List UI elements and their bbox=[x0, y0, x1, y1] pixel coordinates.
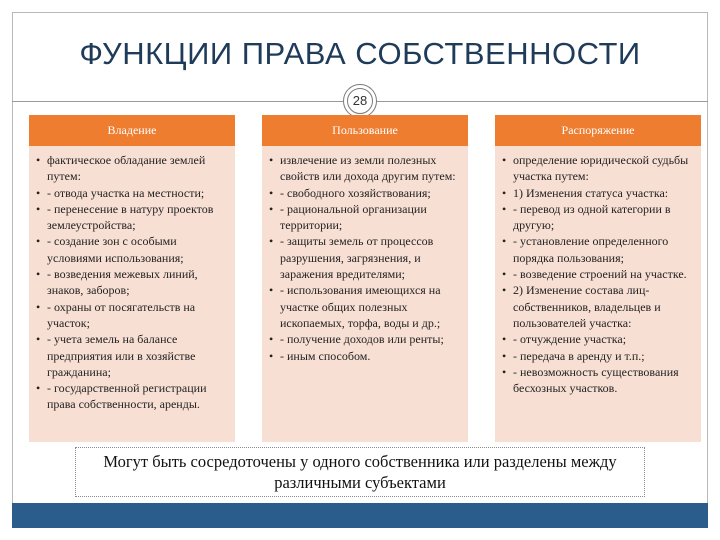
column-header: Пользование bbox=[262, 115, 468, 146]
list-item: • извлечение из земли полезных свойств или дохода другим путем: bbox=[267, 152, 464, 185]
list-item: • - учета земель на балансе предприятия или в хозяйстве гражданина; bbox=[34, 331, 231, 380]
column-list bbox=[267, 152, 464, 364]
divider-right bbox=[377, 101, 708, 102]
list-item: • - использования имеющихся на участке общих полезных ископаемых, торфа, воды и др.; bbox=[267, 282, 464, 331]
list-item: • - получение доходов или ренты; bbox=[267, 331, 464, 347]
column-disposal bbox=[495, 115, 701, 442]
column-body bbox=[495, 146, 701, 442]
slide-number: 28 bbox=[347, 88, 373, 114]
column-ownership bbox=[29, 115, 235, 442]
list-item: • - охраны от посягательств на участок; bbox=[34, 299, 231, 332]
list-item: • фактическое обладание землей путем: bbox=[34, 152, 231, 185]
footer-bar bbox=[12, 503, 708, 528]
list-item: • - отвода участка на местности; bbox=[34, 185, 231, 201]
column-header: Распоряжение bbox=[495, 115, 701, 146]
list-item: • - создание зон с особыми условиями использования; bbox=[34, 233, 231, 266]
list-item: • - государственной регистрации права собственности, аренды. bbox=[34, 380, 231, 413]
column-use bbox=[262, 115, 468, 442]
list-item: • - возведения межевых линий, знаков, заборов; bbox=[34, 266, 231, 299]
divider-left bbox=[12, 101, 343, 102]
list-item: • - передача в аренду и т.п.; bbox=[500, 348, 697, 364]
list-item: • - перенесение в натуру проектов землеустройства; bbox=[34, 201, 231, 234]
list-item: • - невозможность существования бесхозных участков. bbox=[500, 364, 697, 397]
list-item: • - перевод из одной категории в другую; bbox=[500, 201, 697, 234]
list-item: • - рациональной организации территории; bbox=[267, 201, 464, 234]
list-item: • 2) Изменение состава лиц-собственников, владельцев и пользователей участка: bbox=[500, 282, 697, 331]
list-item: • - свободного хозяйствования; bbox=[267, 185, 464, 201]
column-list bbox=[34, 152, 231, 413]
list-item: • - установление определенного порядка пользования; bbox=[500, 233, 697, 266]
column-body bbox=[262, 146, 468, 442]
summary-note: Могут быть сосредоточены у одного собственника или разделены между различными субъектами bbox=[75, 447, 645, 497]
slide-number-badge bbox=[343, 84, 377, 118]
slide-title: ФУНКЦИИ ПРАВА СОБСТВЕННОСТИ bbox=[79, 36, 641, 71]
column-header: Владение bbox=[29, 115, 235, 146]
column-body bbox=[29, 146, 235, 442]
list-item: • 1) Изменения статуса участка: bbox=[500, 185, 697, 201]
list-item: • определение юридической судьбы участка путем: bbox=[500, 152, 697, 185]
list-item: • - защиты земель от процессов разрушения, загрязнения, и заражения вредителями; bbox=[267, 233, 464, 282]
list-item: • - возведение строений на участке. bbox=[500, 266, 697, 282]
list-item: • - отчуждение участка; bbox=[500, 331, 697, 347]
list-item: • - иным способом. bbox=[267, 348, 464, 364]
column-list bbox=[500, 152, 697, 396]
